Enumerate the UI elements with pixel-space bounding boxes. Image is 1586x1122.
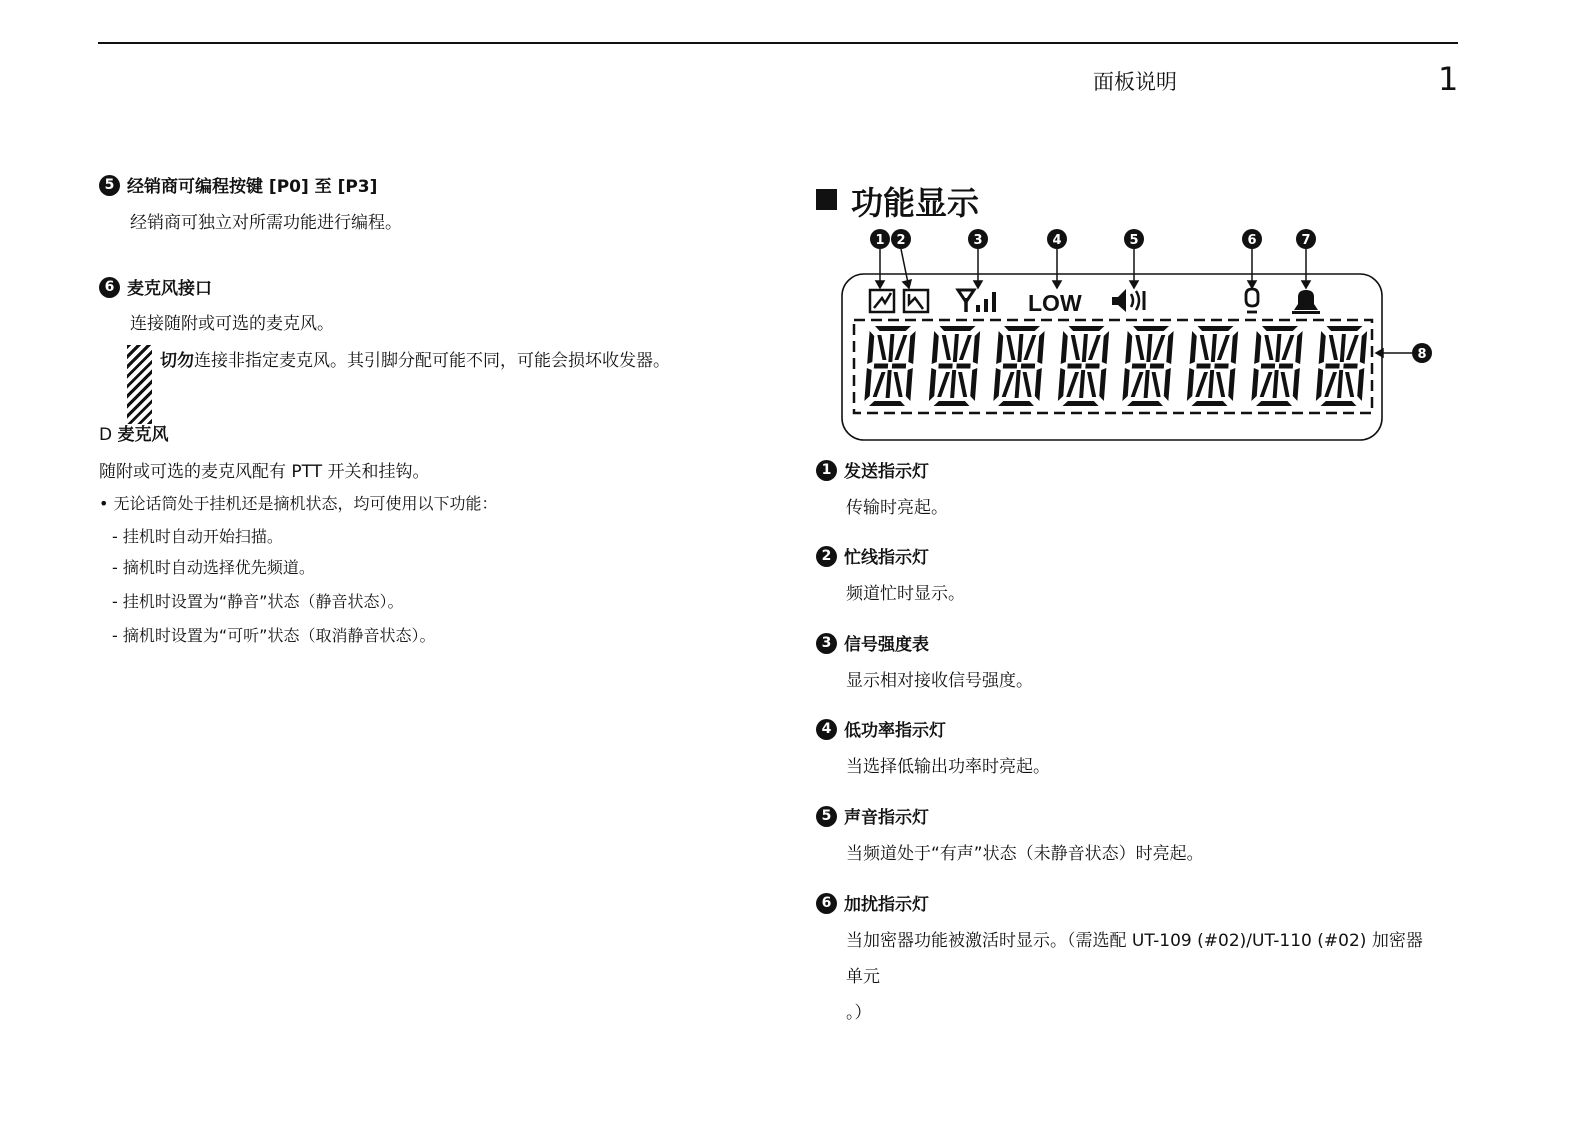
segment-character [1058, 326, 1109, 406]
segment-character [929, 326, 980, 406]
indicator-heading [816, 543, 929, 569]
indicator-badge: 3 [816, 633, 837, 654]
bell-icon [1292, 290, 1320, 314]
top-rule [98, 42, 1458, 44]
callout-badge [1296, 229, 1316, 249]
indicator-heading [816, 457, 929, 483]
square-bullet-icon [816, 189, 837, 210]
mic-heading [99, 420, 169, 445]
svg-text:2: 2 [896, 233, 906, 248]
item5-badge: 5 [99, 175, 120, 196]
segment-area-outline [854, 320, 1372, 413]
segment-character [864, 326, 915, 406]
item5-title: 经销商可编程按键 [P0] 至 [P3] [127, 177, 378, 197]
indicator-title: 声音指示灯 [844, 808, 929, 828]
signal-strength-icon [958, 290, 996, 312]
mic-list-item: - 摘机时自动选择优先频道。 [112, 558, 315, 577]
caution-text: 连接非指定麦克风。其引脚分配可能不同，可能会损坏收发器。 [194, 351, 670, 371]
mic-title: 麦克风 [117, 425, 169, 445]
item6-heading [99, 274, 212, 300]
item5-body: 经销商可独立对所需功能进行编程。 [130, 213, 402, 233]
svg-text:4: 4 [1052, 233, 1062, 248]
svg-text:7: 7 [1301, 233, 1311, 248]
speaker-icon [1112, 289, 1144, 312]
segment-character [1122, 326, 1173, 406]
callout-badge [1412, 343, 1432, 363]
header-section-title: 面板说明 [1093, 70, 1177, 94]
callout-badge [968, 229, 988, 249]
transmit-icon [870, 290, 894, 312]
callout-badge [870, 229, 890, 249]
indicator-title: 加扰指示灯 [844, 895, 929, 915]
indicator-heading [816, 803, 929, 829]
indicator-badge: 2 [816, 546, 837, 567]
indicator-description: 显示相对接收信号强度。 [846, 671, 1033, 691]
indicator-description: 频道忙时显示。 [846, 584, 965, 604]
callout-badge [891, 229, 911, 249]
item6-badge: 6 [99, 277, 120, 298]
indicator-badge: 5 [816, 806, 837, 827]
item5-heading [99, 172, 377, 198]
callout-badge [1242, 229, 1262, 249]
indicator-description-cont: 单元 [846, 967, 880, 987]
low-power-indicator: LOW [1028, 290, 1082, 316]
item6-body: 连接随附或可选的麦克风。 [130, 314, 334, 334]
function-display-title-text: 功能显示 [851, 184, 980, 222]
caution-note [160, 346, 670, 371]
svg-text:6: 6 [1247, 233, 1257, 248]
indicator-heading [816, 630, 929, 656]
segment-character [1251, 326, 1302, 406]
indicator-badge: 6 [816, 893, 837, 914]
indicator-description: 当加密器功能被激活时显示。（需选配 UT-109 (#02)/UT-110 (#02) 加密器 [846, 931, 1423, 951]
svg-text:5: 5 [1129, 233, 1139, 248]
function-display-title [816, 178, 979, 224]
indicator-description: 当选择低输出功率时亮起。 [846, 757, 1050, 777]
scrambler-icon [1246, 289, 1258, 312]
callout-badge [1047, 229, 1067, 249]
indicator-badge: 1 [816, 460, 837, 481]
busy-icon [904, 290, 928, 312]
segment-character [993, 326, 1044, 406]
indicator-title: 信号强度表 [844, 635, 929, 655]
svg-text:3: 3 [973, 233, 983, 248]
mic-intro: 随附或可选的麦克风配有 PTT 开关和挂钩。 [99, 462, 430, 482]
mic-prefix: D [99, 425, 113, 445]
segment-character [1316, 326, 1367, 406]
caution-hatch-mark [127, 345, 152, 424]
indicator-badge: 4 [816, 719, 837, 740]
mic-list-item: - 挂机时自动开始扫描。 [112, 527, 283, 546]
segment-digits [864, 326, 1367, 406]
indicator-description: 传输时亮起。 [846, 498, 948, 518]
svg-text:8: 8 [1417, 347, 1427, 362]
caution-bold: 切勿 [160, 351, 194, 371]
indicator-title: 低功率指示灯 [844, 721, 946, 741]
mic-bullet: • 无论话筒处于挂机还是摘机状态，均可使用以下功能： [99, 494, 498, 513]
lcd-display-diagram [836, 228, 1436, 444]
page-number: 1 [1438, 60, 1459, 98]
indicator-heading [816, 716, 946, 742]
indicator-description-cont: 。） [846, 1003, 872, 1023]
svg-text:1: 1 [875, 233, 885, 248]
item6-title: 麦克风接口 [127, 279, 212, 299]
indicator-title: 发送指示灯 [844, 462, 929, 482]
indicator-title: 忙线指示灯 [844, 548, 929, 568]
mic-list-item: - 挂机时设置为“静音”状态（静音状态）。 [112, 592, 404, 611]
mic-list-item: - 摘机时设置为“可听”状态（取消静音状态）。 [112, 626, 436, 645]
indicator-heading [816, 890, 929, 916]
callout-badge [1124, 229, 1144, 249]
indicator-description: 当频道处于“有声”状态（未静音状态）时亮起。 [846, 844, 1204, 864]
segment-character [1187, 326, 1238, 406]
